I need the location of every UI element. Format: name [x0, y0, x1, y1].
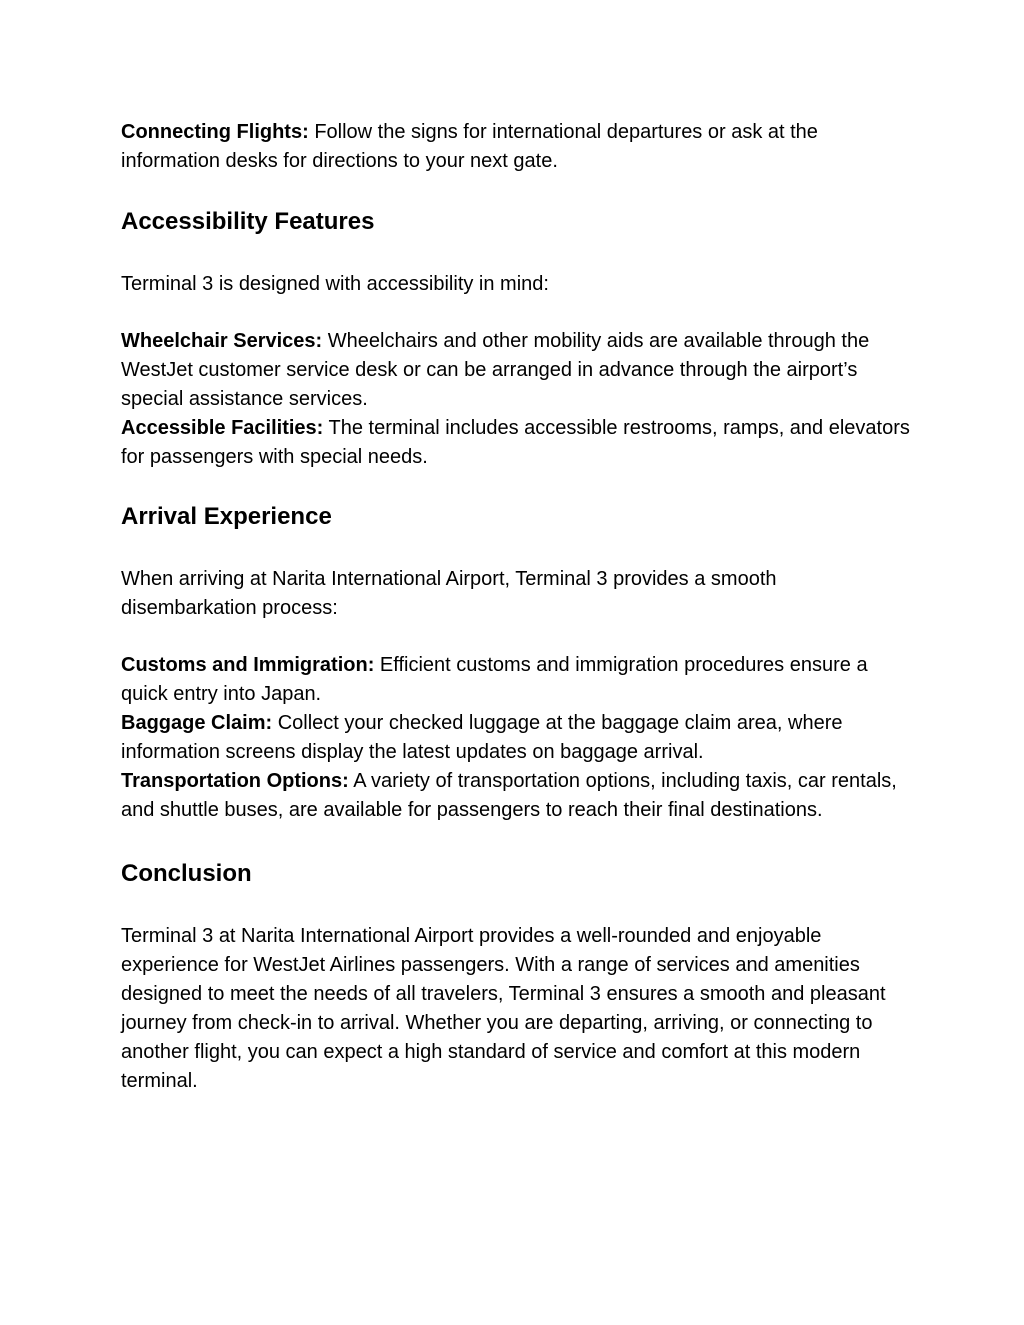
- connecting-flights-label: Connecting Flights:: [121, 121, 309, 143]
- accessible-facilities-label: Accessible Facilities:: [121, 417, 324, 439]
- accessibility-heading: Accessibility Features: [121, 208, 375, 235]
- list-item: [121, 709, 911, 767]
- customs-immigration-label: Customs and Immigration:: [121, 654, 375, 676]
- wheelchair-services-label: Wheelchair Services:: [121, 330, 323, 352]
- list-item: [121, 767, 911, 825]
- wheelchair-services-text: Wheelchairs and other mobility aids are available through the WestJet customer service desk or can be arranged in advance through the airport’s special assistance services.: [121, 330, 870, 410]
- list-item: [121, 651, 911, 709]
- accessibility-list: [121, 327, 911, 472]
- arrival-heading: Arrival Experience: [121, 503, 332, 530]
- conclusion-heading: Conclusion: [121, 860, 252, 887]
- accessible-facilities-text: The terminal includes accessible restrooms, ramps, and elevators for passengers with special needs.: [121, 417, 910, 468]
- baggage-claim-text: Collect your checked luggage at the baggage claim area, where information screens display the latest updates on baggage arrival.: [121, 712, 843, 763]
- arrival-intro: When arriving at Narita International Airport, Terminal 3 provides a smooth disembarkation process:: [121, 568, 777, 619]
- conclusion-paragraph: Terminal 3 at Narita International Airport provides a well-rounded and enjoyable experience for WestJet Airlines passengers. With a range of services and amenities designed to meet the needs of all travelers, Terminal 3 ensures a smooth and pleasant journey from check-in to arrival. Whether you are departing, arriving, or connecting to another flight, you can expect a high standard of service and comfort at this modern terminal.: [121, 925, 886, 1092]
- connecting-flights-text: Follow the signs for international departures or ask at the information desks for directions to your next gate.: [121, 121, 818, 172]
- accessibility-intro: Terminal 3 is designed with accessibility in mind:: [121, 273, 549, 295]
- document-page: [121, 118, 911, 1096]
- transportation-options-text: A variety of transportation options, including taxis, car rentals, and shuttle buses, are available for passengers to reach their final destinations.: [121, 770, 897, 821]
- connecting-flights-paragraph: [121, 118, 911, 176]
- arrival-list: [121, 651, 911, 825]
- list-item: [121, 414, 911, 472]
- transportation-options-label: Transportation Options:: [121, 770, 349, 792]
- baggage-claim-label: Baggage Claim:: [121, 712, 273, 734]
- customs-immigration-text: Efficient customs and immigration procedures ensure a quick entry into Japan.: [121, 654, 868, 705]
- list-item: [121, 327, 911, 414]
